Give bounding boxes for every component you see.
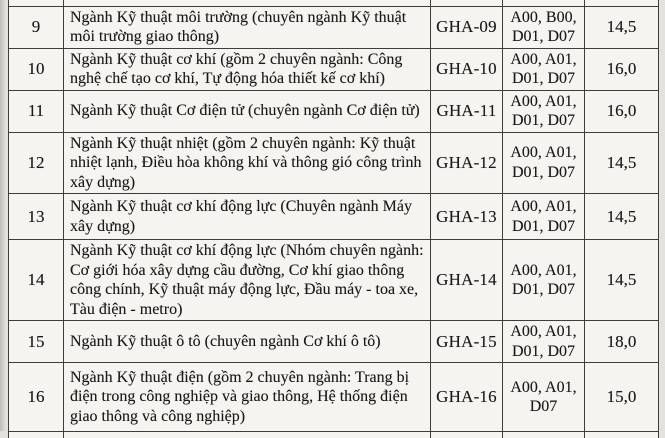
major-name-cell: Ngành Kỹ thuật điện (gồm 2 chuyên ngành: Trang bị điện trong công nghiệp và giao thông, Hệ thống điện giao thông và công nghiệp) <box>64 363 431 432</box>
major-name-cell: Ngành Kỹ thuật nhiệt (gồm 2 chuyên ngành: Kỹ thuật nhiệt lạnh, Điều hòa không khí và thông gió công trình xây dựng) <box>64 132 431 194</box>
major-name-cell: Ngành Kỹ thuật cơ khí động lực (Nhóm chuyên ngành: Cơ giới hóa xây dựng cầu đường, Cơ khí giao thông công chính, Kỹ thuật máy động lực, Đầu máy - toa xe, Tàu điện - metro) <box>64 240 431 321</box>
row-number-cell: 12 <box>9 132 64 194</box>
major-code-cell: GHA-14 <box>431 240 503 321</box>
score-cell: 15,0 <box>585 363 659 432</box>
major-name-cell: Ngành Kỹ thuật môi trường (chuyên ngành Kỹ thuật môi trường giao thông) <box>64 6 431 48</box>
major-name-cell: Ngành Kỹ thuật cơ khí (gồm 2 chuyên ngành: Công nghệ chế tạo cơ khí, Tự động hóa thiết kế cơ khí) <box>64 48 431 90</box>
row-number-cell: 15 <box>9 321 64 363</box>
empty-cell <box>585 432 659 438</box>
table-row <box>9 321 659 363</box>
row-number-cell: 14 <box>9 240 64 321</box>
subject-combos-cell: A00, B00, D01, D07 <box>503 6 585 48</box>
score-cell: 18,0 <box>585 321 659 363</box>
score-cell: 14,5 <box>585 132 659 194</box>
major-code-cell: GHA-10 <box>431 48 503 90</box>
subject-combos-cell: A00, A01, D01, D07 <box>503 240 585 321</box>
subject-combos-cell: A00, A01, D01, D07 <box>503 132 585 194</box>
subject-combos-cell: A00, A01, D07 <box>503 363 585 432</box>
table-row <box>9 132 659 194</box>
empty-cell <box>9 432 64 438</box>
row-number-cell: 16 <box>9 363 64 432</box>
row-number-cell: 10 <box>9 48 64 90</box>
major-name-cell: Ngành Kỹ thuật ô tô (chuyên ngành Cơ khí ô tô) <box>64 321 431 363</box>
empty-cell <box>64 432 431 438</box>
major-code-cell: GHA-09 <box>431 6 503 48</box>
admission-scores-table <box>8 0 659 438</box>
empty-cell <box>431 432 503 438</box>
score-cell: 14,5 <box>585 194 659 240</box>
empty-cell <box>503 432 585 438</box>
table-row <box>9 90 659 132</box>
score-cell: 14,5 <box>585 240 659 321</box>
major-code-cell: GHA-16 <box>431 363 503 432</box>
subject-combos-cell: A00, A01, D01, D07 <box>503 194 585 240</box>
table-row <box>9 6 659 48</box>
score-cell: 14,5 <box>585 6 659 48</box>
score-cell: 16,0 <box>585 48 659 90</box>
subject-combos-cell: A00, A01, D01, D07 <box>503 90 585 132</box>
scan-edge-shadow <box>0 0 6 431</box>
score-cell: 16,0 <box>585 90 659 132</box>
major-code-cell: GHA-13 <box>431 194 503 240</box>
table-row <box>9 48 659 90</box>
major-name-cell: Ngành Kỹ thuật cơ khí động lực (Chuyên ngành Máy xây dựng) <box>64 194 431 240</box>
subject-combos-cell: A00, A01, D01, D07 <box>503 48 585 90</box>
subject-combos-cell: A00, A01, D01, D07 <box>503 321 585 363</box>
row-number-cell: 11 <box>9 90 64 132</box>
major-code-cell: GHA-11 <box>431 90 503 132</box>
table-row <box>9 240 659 321</box>
major-code-cell: GHA-15 <box>431 321 503 363</box>
table-row-partial-bottom <box>9 432 659 438</box>
row-number-cell: 13 <box>9 194 64 240</box>
row-number-cell: 9 <box>9 6 64 48</box>
table-row <box>9 194 659 240</box>
major-name-cell: Ngành Kỹ thuật Cơ điện tử (chuyên ngành Cơ điện tử) <box>64 90 431 132</box>
table-row <box>9 363 659 432</box>
major-code-cell: GHA-12 <box>431 132 503 194</box>
